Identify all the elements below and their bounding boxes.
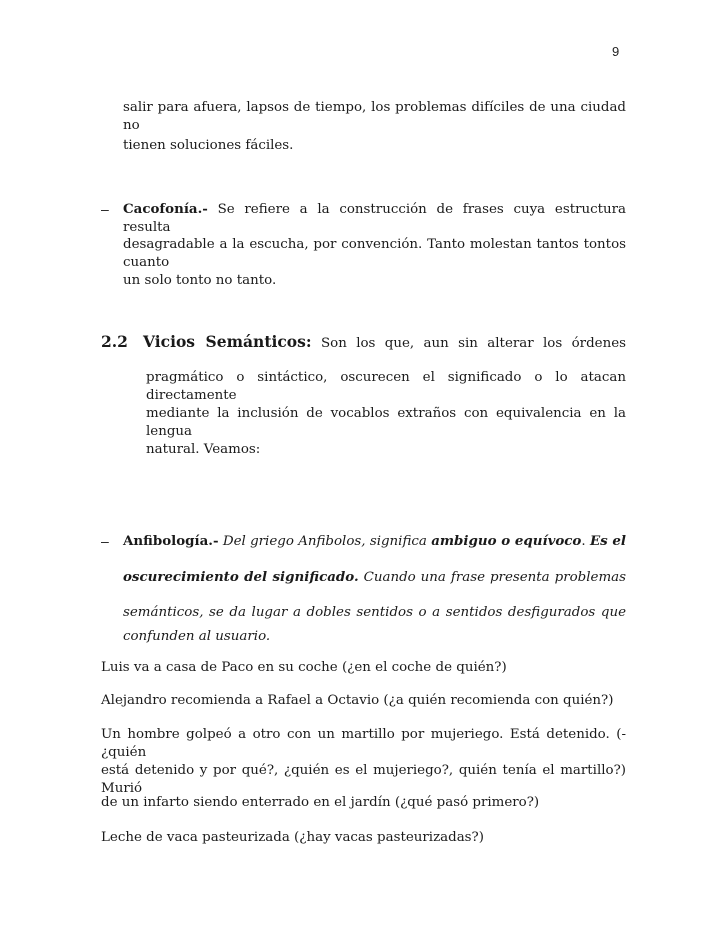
example-2: Alejandro recomienda a Rafael a Octavio (¿a quién recomienda con quién?) (101, 693, 614, 708)
example-1: Luis va a casa de Paco en su coche (¿en el coche de quién?) (101, 660, 507, 675)
example-3-line-3: de un infarto siendo enterrado en el jardín (¿qué pasó primero?) (101, 795, 540, 810)
anfibologia-line-3: semánticos, se da lugar a dobles sentidos o a sentidos desfigurados que (123, 605, 626, 620)
example-4: Leche de vaca pasteurizada (¿hay vacas pasteurizadas?) (101, 830, 484, 845)
section-title: Vicios Semánticos: (143, 332, 312, 351)
cacofonia-line-3: un solo tonto no tanto. (123, 273, 277, 288)
section-line-4: natural. Veamos: (146, 442, 261, 457)
section-line-3: mediante la inclusión de vocablos extraños con equivalencia en la lengua (146, 406, 626, 439)
intro-line-2: tienen soluciones fáciles. (123, 138, 294, 153)
section-number: 2.2 (101, 332, 128, 351)
section-text: Son los que, aun sin alterar los órdenes (311, 336, 626, 351)
anfibologia-line-4: confunden al usuario. (123, 629, 271, 644)
page-number: 9 (612, 44, 620, 59)
anfibologia-line-2: oscurecimiento del significado. Cuando una frase presenta problemas (123, 569, 626, 585)
section-line-1 (143, 333, 626, 353)
bullet-dash: – (101, 201, 109, 217)
anfibologia-term: Anfibología.- (123, 533, 219, 549)
example-3-line-2: está detenido y por qué?, ¿quién es el mujeriego?, quién tenía el martillo?) Murió (101, 763, 626, 796)
cacofonia-text: Se refiere a la construcción de frases cuya estructura resulta (123, 202, 626, 235)
bullet-dash: – (101, 533, 109, 549)
example-3-line-1: Un hombre golpeó a otro con un martillo por mujeriego. Está detenido. (-¿quién (101, 727, 626, 760)
section-line-2: pragmático o sintáctico, oscurecen el significado o lo atacan directamente (146, 370, 626, 403)
intro-line-1: salir para afuera, lapsos de tiempo, los problemas difíciles de una ciudad no (123, 100, 626, 133)
cacofonia-line-1 (123, 200, 626, 237)
cacofonia-line-2: desagradable a la escucha, por convención. Tanto molestan tantos tontos cuanto (123, 237, 626, 270)
anfibologia-line-1: Anfibología.- Del griego Anfibolos, significa ambiguo o equívoco. Es el (123, 533, 626, 549)
cacofonia-term: Cacofonía.- (123, 201, 208, 217)
